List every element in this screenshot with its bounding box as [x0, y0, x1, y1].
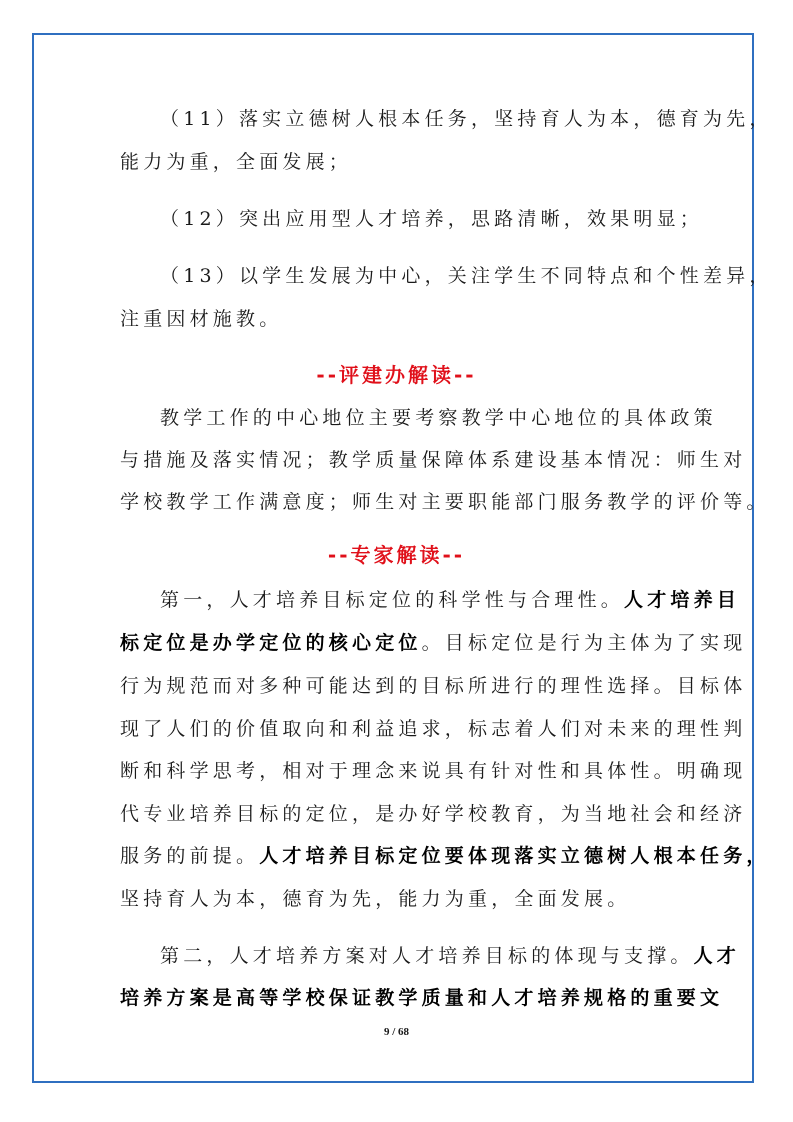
section1-line-2: 与措施及落实情况；教学质量保障体系建设基本情况：师生对: [120, 449, 747, 471]
text-bold: 人才培养目: [624, 589, 741, 611]
section2-para1-line-2: [120, 631, 746, 655]
text-normal: 服务的前提。: [120, 845, 260, 867]
item-11-line-2: 能力为重，全面发展；: [120, 151, 353, 173]
section2-para1-line-3: 行为规范而对多种可能达到的目标所进行的理性选择。目标体: [120, 675, 747, 697]
section2-para1-line-8: 坚持育人为本，德育为先，能力为重，全面发展。: [120, 888, 631, 910]
item-12-line-1: （12）突出应用型人才培养，思路清晰，效果明显；: [160, 208, 703, 230]
section2-para2-line-2: 培养方案是高等学校保证教学质量和人才培养规格的重要文: [120, 987, 724, 1009]
section2-para2-line-1: [160, 944, 740, 968]
item-13-line-2: 注重因材施教。: [120, 308, 283, 330]
section1-line-3: 学校教学工作满意度；师生对主要职能部门服务教学的评价等。: [120, 491, 770, 513]
section2-para1-line-5: 断和科学思考，相对于理念来说具有针对性和具体性。明确现: [120, 760, 747, 782]
item-13-line-1: （13）以学生发展为中心，关注学生不同特点和个性差异，: [160, 265, 773, 287]
text-normal: 。目标定位是行为主体为了实现: [421, 632, 747, 654]
text-normal: 第二，人才培养方案对人才培养目标的体现与支撑。: [160, 945, 694, 967]
section2-para1-line-7: [120, 844, 770, 868]
section-heading-expert: --专家解读--: [327, 543, 466, 567]
text-bold: 标定位是办学定位的核心定位: [120, 632, 422, 654]
section1-line-1: 教学工作的中心地位主要考察教学中心地位的具体政策: [160, 407, 717, 429]
section2-para1-line-1: [160, 588, 740, 612]
text-normal: 第一，人才培养目标定位的科学性与合理性。: [160, 589, 625, 611]
section2-para1-line-6: 代专业培养目标的定位，是办好学校教育，为当地社会和经济: [120, 803, 747, 825]
section-heading-evaluation-office: --评建办解读--: [316, 363, 477, 387]
page-number: 9 / 68: [383, 1026, 410, 1038]
section2-para1-line-4: 现了人们的价值取向和利益追求，标志着人们对未来的理性判: [120, 718, 747, 740]
text-bold: 人才: [693, 945, 741, 967]
item-11-line-1: （11）落实立德树人根本任务，坚持育人为本，德育为先，: [160, 108, 773, 130]
text-bold: 人才培养目标定位要体现落实立德树人根本任务，: [259, 845, 770, 867]
